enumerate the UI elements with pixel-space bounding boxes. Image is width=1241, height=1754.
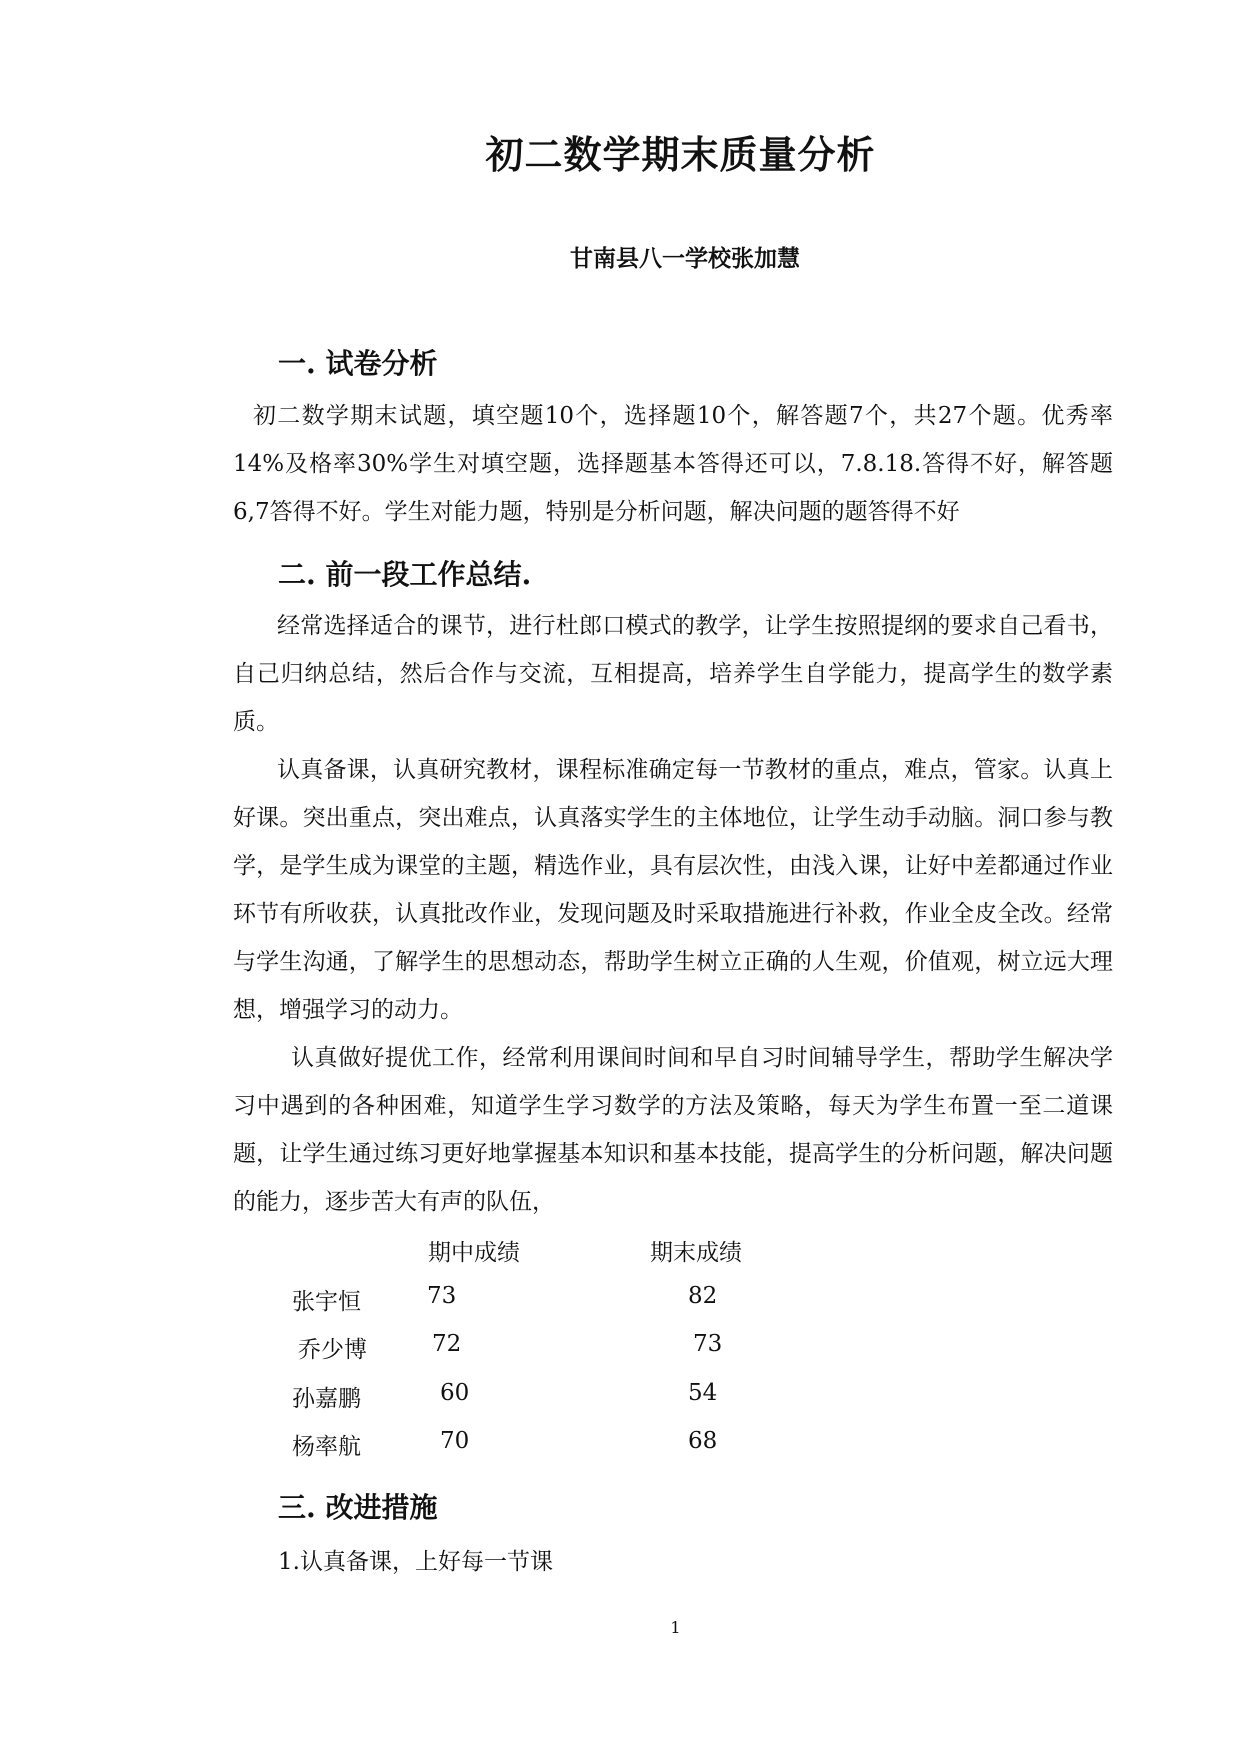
section-heading-1: 一. 试卷分析 [278, 347, 438, 380]
table-row-final: 54 [688, 1380, 718, 1406]
table-header-midterm: 期中成绩 [428, 1240, 520, 1266]
table-row-name: 杨率航 [292, 1434, 361, 1460]
section-heading-2: 二. 前一段工作总结. [278, 558, 532, 591]
page-number: 1 [670, 1618, 681, 1637]
section-1-paragraph-1: 初二数学期末试题，填空题10个，选择题10个，解答题7个，共27个题。优秀率14%及格率30%学生对填空题，选择题基本答得还可以，7.8.18.答得不好，解答题6,7答得不好。学生对能力题，特别是分析问题，解决问题的题答得不好 [233, 403, 1113, 525]
table-row-name: 张宇恒 [292, 1289, 361, 1315]
table-row-midterm: 73 [427, 1283, 457, 1309]
table-header-final: 期末成绩 [650, 1240, 742, 1266]
table-row-final: 73 [693, 1331, 723, 1357]
table-row-midterm: 60 [440, 1380, 470, 1406]
table-row-name: 孙嘉鹏 [292, 1386, 361, 1412]
table-row-final: 82 [688, 1283, 718, 1309]
document-title: 初二数学期末质量分析 [485, 132, 876, 177]
table-row-midterm: 70 [440, 1428, 470, 1454]
table-row-name: 乔少博 [298, 1337, 367, 1363]
section-3-paragraph-1: 1.认真备课，上好每一节课 [278, 1549, 553, 1575]
section-2-paragraph-1: 经常选择适合的课节，进行杜郎口模式的教学，让学生按照提纲的要求自己看书，自己归纳总结，然后合作与交流，互相提高，培养学生自学能力，提高学生的数学素质。 [233, 613, 1113, 735]
section-2-paragraph-2: 认真备课，认真研究教材，课程标准确定每一节教材的重点，难点，管家。认真上好课。突出重点，突出难点，认真落实学生的主体地位，让学生动手动脑。洞口参与教学，是学生成为课堂的主题，精选作业，具有层次性，由浅入课，让好中差都通过作业环节有所收获，认真批改作业，发现问题及时采取措施进行补救，作业全皮全改。经常与学生沟通，了解学生的思想动态，帮助学生树立正确的人生观，价值观，树立远大理想，增强学习的动力。 [233, 757, 1113, 1023]
section-heading-3: 三. 改进措施 [278, 1491, 438, 1524]
table-row-midterm: 72 [432, 1331, 462, 1357]
document-author: 甘南县八一学校张加慧 [570, 245, 800, 272]
table-row-final: 68 [688, 1428, 718, 1454]
section-2-paragraph-3: 认真做好提优工作，经常利用课间时间和早自习时间辅导学生，帮助学生解决学习中遇到的各种困难，知道学生学习数学的方法及策略，每天为学生布置一至二道课题，让学生通过练习更好地掌握基本知识和基本技能，提高学生的分析问题，解决问题的能力，逐步苦大有声的队伍， [233, 1045, 1113, 1215]
